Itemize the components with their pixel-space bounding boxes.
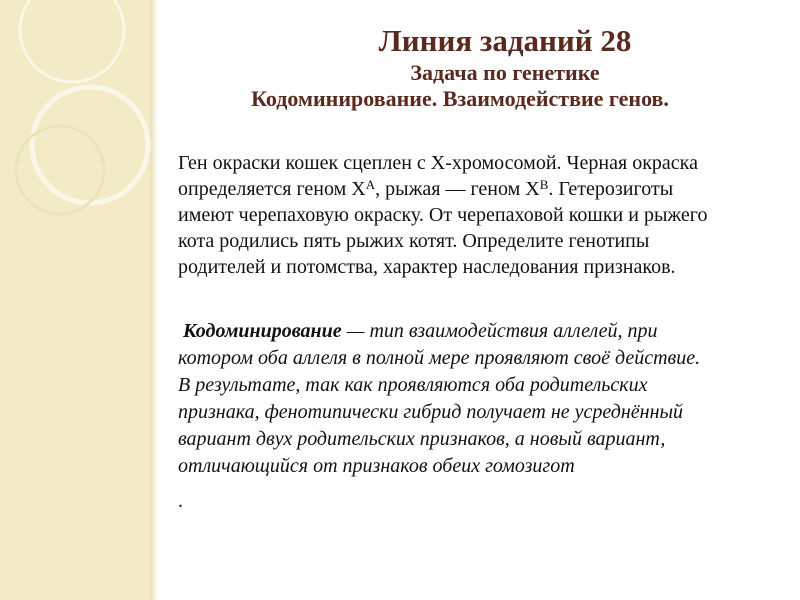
definition-line	[178, 318, 778, 345]
task-line: имеют черепаховую окраску. От черепаховой кошки и рыжего	[178, 204, 708, 226]
definition-text-fragment: — тип взаимодействия аллелей, при	[341, 320, 658, 342]
task-text-fragment: , рыжая — геном Х	[375, 178, 540, 200]
task-text-fragment: определяется геном Х	[178, 178, 366, 200]
decorative-rings	[0, 0, 160, 260]
task-text-fragment: . Гетерозиготы	[548, 178, 674, 200]
task-paragraph	[178, 150, 778, 280]
definition-line: отличающийся от признаков обеих гомозигот	[178, 455, 575, 477]
allele-superscript-b: В	[539, 177, 549, 192]
trailing-dot: .	[178, 490, 183, 512]
definition-line: В результате, так как проявляются оба родительских	[178, 374, 648, 396]
decorative-ring-top	[20, 0, 124, 82]
decorative-ring-inner	[16, 126, 104, 214]
task-line	[178, 176, 778, 202]
allele-superscript-a: А	[365, 177, 376, 192]
task-line: Ген окраски кошек сцеплен с Х-хромосомой. Черная окраска	[178, 152, 698, 174]
definition-term: Кодоминирование	[183, 320, 342, 342]
task-line: кота родились пять рыжих котят. Определите генотипы	[178, 230, 650, 252]
task-line: родителей и потомства, характер наследования признаков.	[178, 256, 676, 278]
slide-subtitle-topic: Кодоминирование. Взаимодействие генов.	[251, 86, 669, 111]
definition-line: признака, фенотипически гибрид получает не усреднённый	[178, 401, 684, 423]
definition-paragraph	[178, 318, 778, 480]
slide-title-block	[150, 22, 800, 112]
slide-subtitle: Задача по генетике	[410, 60, 600, 85]
definition-line: вариант двух родительских признаков, а новый вариант,	[178, 428, 666, 450]
definition-line: котором оба аллеля в полной мере проявляют своё действие.	[178, 347, 701, 369]
slide-title: Линия заданий 28	[378, 23, 632, 58]
